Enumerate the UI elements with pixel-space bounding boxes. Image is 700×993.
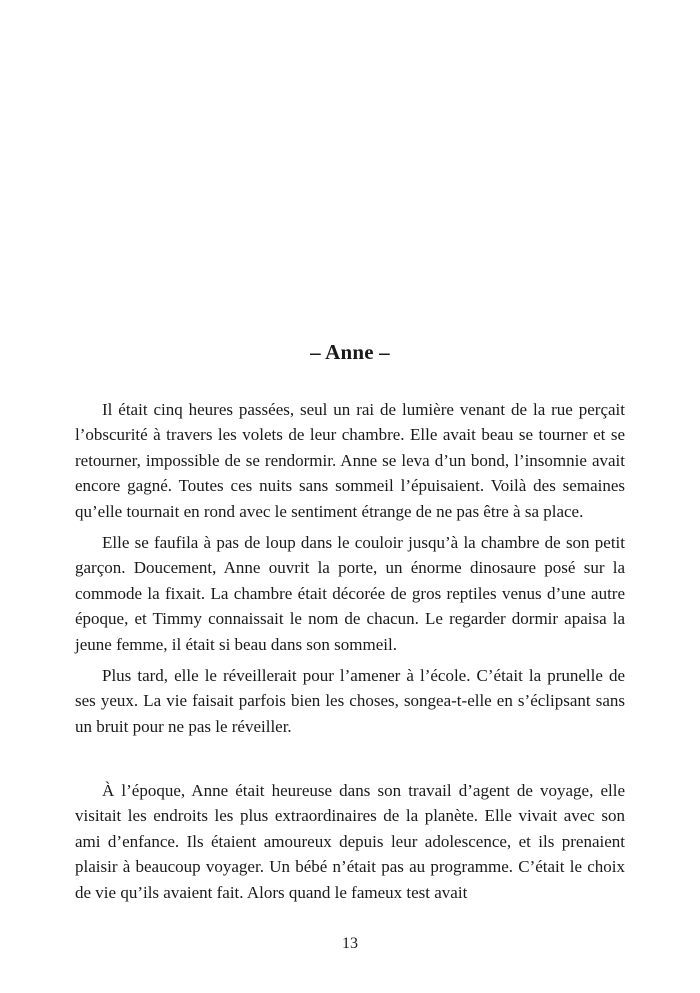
section-2 [75,778,625,911]
paragraph: Il était cinq heures passées, seul un rai de lumière venant de la rue perçait l’obscurité à travers les volets de leur chambre. Elle avait beau se tourner et se retourner, impossible de se rendormir. Anne se leva d’un bond, l’insomnie avait encore gagné. Toutes ces nuits sans sommeil l’épuisaient. Voilà des semaines qu’elle tournait en rond avec le sentiment étrange de ne pas être à sa place. [75,400,625,521]
section-1 [75,397,625,745]
paragraph: Plus tard, elle le réveillerait pour l’amener à l’école. C’était la prunelle de ses yeux. La vie faisait parfois bien les choses, songea-t-elle en s’éclipsant sans un bruit pour ne pas le réveiller. [75,666,625,736]
chapter-title: – Anne – [310,340,390,364]
paragraph: Elle se faufila à pas de loup dans le couloir jusqu’à la chambre de son petit garçon. Doucement, Anne ouvrit la porte, un énorme dinosaure posé sur la commode la fixait. La chambre était décorée de gros reptiles venus d’une autre époque, et Timmy connaissait le nom de chacun. Le regarder dormir apaisa la jeune femme, il était si beau dans son sommeil. [75,533,625,654]
page-number: 13 [342,935,358,952]
paragraph: À l’époque, Anne était heureuse dans son travail d’agent de voyage, elle visitait les endroits les plus extraordinaires de la planète. Elle vivait avec son ami d’enfance. Ils étaient amoureux depuis leur adolescence, et ils prenaient plaisir à beaucoup voyager. Un bébé n’était pas au programme. C’était le choix de vie qu’ils avaient fait. Alors quand le fameux test avait [75,781,625,902]
